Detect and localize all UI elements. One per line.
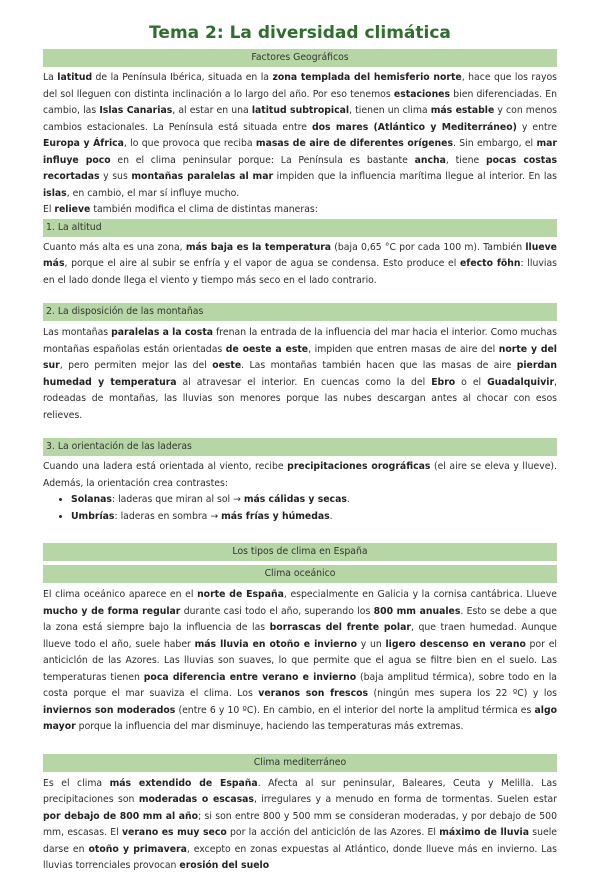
- bold-text: Guadalquivir: [487, 376, 555, 388]
- bold-text: Islas Canarias: [99, 105, 173, 116]
- paragraph-relieve: El relieve también modifica el clima de distintas maneras:: [43, 204, 318, 215]
- bold-text: más baja es la temperatura: [185, 241, 332, 253]
- bold-text: Ebro: [431, 376, 456, 388]
- paragraph-montanas: Las montañas paralelas a la costa frenan la entrada de la influencia del mar hacia el interior. Como muchas montañas españolas están orientadas de oeste a este, impiden que entren masas de aire del norte y del sur, pero permiten mejor las del oeste. Las montañas también hacen que las masas de aire pierdan humedad y temperatura al atravesar el interior. En cuencas como la del Ebro o el Guadalquivir, rodeadas de montañas, las lluvias son menores porque las nubes descargan antes al chocar con esos relieves.: [43, 327, 557, 421]
- paragraph-latitud: La latitud de la Península Ibérica, situada en la zona templada del hemisferio norte, hace que los rayos del sol lleguen con distinta inclinación a lo largo del año. Por eso tenemos estaciones bien diferenciadas. En cambio, las Islas Canarias, al estar en una latitud subtropical, tienen un clima más estable y con menos cambios estacionales. La Península está situada entre dos mares (Atlántico y Mediterráneo) y entre Europa y África, lo que provoca que reciba masas de aire de diferentes orígenes. Sin embargo, el mar influye poco en el clima peninsular porque: La Península es bastante ancha, tiene pocas costas recortadas y sus montañas paralelas al mar impiden que la influencia marítima llegue al interior. En las islas, en cambio, el mar sí influye mucho.: [43, 72, 558, 199]
- bold-text: mucho y de forma regular: [43, 605, 181, 617]
- bold-text: más lluvia en otoño e invierno: [194, 638, 358, 650]
- bold-text: pocas costas recortadas: [43, 154, 558, 182]
- bold-text: máximo de lluvia: [439, 827, 529, 838]
- bold-text: mar influye poco: [43, 138, 558, 166]
- page-title: Tema 2: La diversidad climática: [149, 23, 451, 43]
- bold-text: efecto föhn: [459, 258, 521, 269]
- bold-text: llueve más: [43, 241, 557, 269]
- bold-text: de oeste a este: [225, 343, 309, 355]
- bold-text: latitud: [57, 72, 93, 83]
- bold-text: verano es muy seco: [121, 827, 227, 838]
- laderas-list: [43, 492, 557, 525]
- bold-text: inviernos son moderados: [43, 704, 176, 716]
- paragraph-mediterraneo: Es el clima más extendido de España. Afecta al sur peninsular, Baleares, Ceuta y Melilla. Las precipitaciones son moderadas o escasas, irregulares y a menudo en forma de tormentas. Suelen estar por debajo de 800 mm al año; si son entre 800 y 500 mm se consideran moderadas, y por debajo de 500 mm, escasas. El verano es muy seco por la acción del anticiclón de las Azores. El máximo de lluvia suele darse en otoño y primavera, excepto en zonas expuestas al Atlántico, donde llueve más en invierno. Las lluvias torrenciales provocan erosión del suelo: [43, 777, 558, 871]
- bold-text: estaciones: [393, 88, 451, 100]
- bold-text: oeste: [212, 360, 242, 371]
- bold-text: borrascas del frente polar: [269, 622, 411, 633]
- bold-text: ligero descenso en verano: [385, 638, 526, 650]
- bold-text: más estable: [430, 105, 495, 116]
- subsection-header-oceanico: Clima oceánico: [43, 565, 557, 583]
- bold-text: islas: [43, 187, 67, 199]
- bold-text: Europa y África: [43, 138, 124, 149]
- bold-text: zona templada del hemisferio norte: [272, 72, 462, 83]
- bold-text: latitud subtropical: [251, 105, 350, 116]
- section-header-factores: Factores Geográficos: [43, 49, 557, 67]
- paragraph-oceanico: El clima oceánico aparece en el norte de España, especialmente en Galicia y la cornisa cantábrica. Llueve mucho y de forma regular durante casi todo el año, superando los 800 mm anuales. Esto se debe a que la zona está siempre bajo la influencia de las borrascas del frente polar, que traen humedad. Aunque llueve todo el año, suele haber más lluvia en otoño e invierno y un ligero descenso en verano por el anticiclón de las Azores. Las lluvias son suaves, lo que permite que el agua se filtre bien en el suelo. Las temperaturas tienen poca diferencia entre verano e invierno (baja amplitud térmica), sobre todo en la costa porque el mar suaviza el clima. Los veranos son frescos (ningún mes supera los 22 ºC) y los inviernos son moderados (entre 6 y 10 ºC). En cambio, en el interior del norte la amplitud térmica es algo mayor porque la influencia del mar disminuye, haciendo las temperaturas más extremas.: [43, 589, 558, 732]
- bold-text: norte de España: [197, 589, 284, 600]
- bold-text: relieve: [54, 204, 91, 215]
- bold-text: moderadas o escasas: [138, 794, 254, 805]
- bold-text: veranos son frescos: [258, 688, 368, 699]
- subsection-header-mediterraneo: Clima mediterráneo: [43, 754, 557, 772]
- section-header-tipos: Los tipos de clima en España: [43, 543, 557, 561]
- list-item-solanas: • Solanas: laderas que miran al sol → más cálidas y secas.: [71, 492, 557, 509]
- bold-text: masas de aire de diferentes orígenes: [255, 138, 453, 149]
- bold-text: por debajo de 800 mm al año: [43, 810, 199, 822]
- subsection-header-montanas: 2. La disposición de las montañas: [43, 303, 557, 321]
- bold-text: 800 mm anuales: [373, 605, 461, 617]
- bold-text: norte y del sur: [43, 343, 557, 371]
- paragraph-laderas: Cuando una ladera está orientada al viento, recibe precipitaciones orográficas (el aire se eleva y llueve). Además, la orientación crea contrastes:: [43, 461, 558, 489]
- bold-text: precipitaciones orográficas: [287, 461, 431, 472]
- subsection-header-altitud: 1. La altitud: [43, 219, 557, 237]
- bold-text: paralelas a la costa: [111, 327, 214, 338]
- bold-text: montañas paralelas al mar: [131, 171, 274, 182]
- subsection-header-laderas: 3. La orientación de las laderas: [43, 438, 557, 456]
- bold-text: Solanas: [71, 494, 112, 505]
- bold-text: erosión del suelo: [179, 860, 270, 871]
- bold-text: ancha: [414, 154, 446, 166]
- bold-text: algo mayor: [43, 704, 558, 732]
- list-item-umbrias: • Umbrías: laderas en sombra → más frías y húmedas.: [71, 509, 557, 526]
- bold-text: poca diferencia entre verano e invierno: [143, 671, 357, 683]
- bold-text: más frías y húmedas: [221, 510, 330, 522]
- bold-text: más extendido de España: [109, 777, 258, 789]
- bold-text: pierdan humedad y temperatura: [43, 360, 557, 388]
- bold-text: más cálidas y secas: [243, 494, 347, 505]
- bold-text: otoño y primavera: [88, 843, 187, 855]
- paragraph-altitud: Cuanto más alta es una zona, más baja es la temperatura (baja 0,65 °C por cada 100 m). También llueve más, porque el aire al subir se enfría y el vapor de agua se condensa. Esto produce el efecto föhn: lluvias en el lado donde llega el viento y tiempo más seco en el lado contrario.: [43, 241, 557, 286]
- bold-text: Umbrías: [71, 510, 115, 522]
- bold-text: dos mares (Atlántico y Mediterráneo): [312, 121, 517, 133]
